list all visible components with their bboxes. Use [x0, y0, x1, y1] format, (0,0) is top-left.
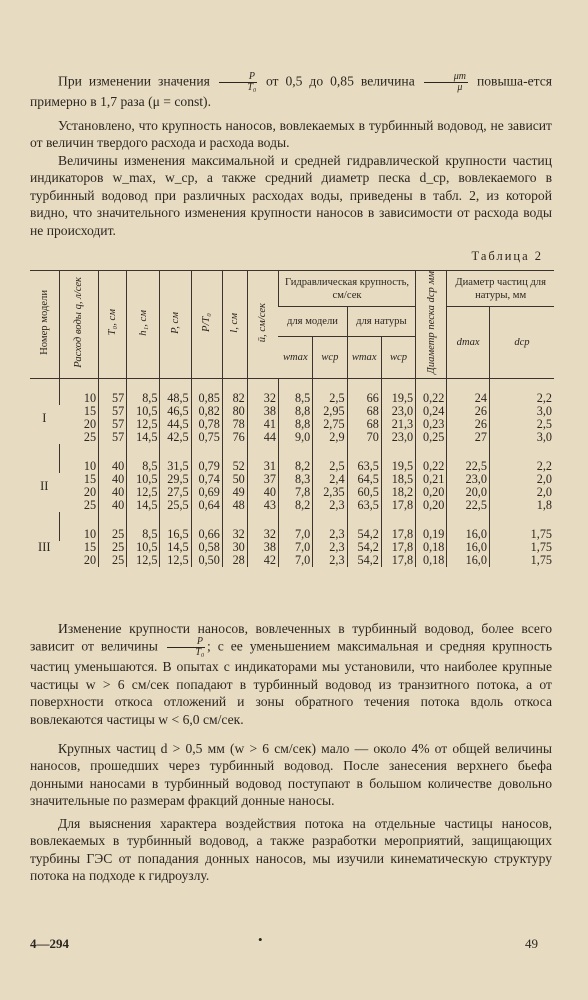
table-cell: 0,22 — [416, 392, 447, 405]
table-cell: 2,2 — [489, 460, 554, 473]
table-cell: 9,0 — [278, 431, 312, 444]
fraction-mu: $\frac{\mu т}{\mu}$ — [424, 72, 468, 93]
table-cell: 60,5 — [347, 486, 381, 499]
table-cell: 26 — [447, 405, 490, 418]
table-cell: 63,5 — [347, 499, 381, 512]
table-cell: 26 — [447, 418, 490, 431]
table-cell: 28 — [222, 554, 247, 567]
table-cell: 17,8 — [381, 554, 415, 567]
table-cell: 10,5 — [127, 405, 160, 418]
table-cell: 66 — [347, 392, 381, 405]
text: от 0,5 до 0,85 величина — [265, 73, 415, 89]
table-cell: 0,58 — [191, 541, 222, 554]
model-number: II — [40, 478, 49, 493]
table-cell: 10 — [59, 528, 99, 541]
table-cell: 57 — [99, 418, 127, 431]
table-cell: 8,2 — [278, 460, 312, 473]
table-cell: 16,0 — [447, 528, 490, 541]
table-cell: 2,75 — [313, 418, 347, 431]
table-cell: 7,0 — [278, 528, 312, 541]
table-cell: 2,0 — [489, 473, 554, 486]
header-wcp-nature: wср — [381, 336, 415, 378]
table-cell: 44 — [247, 431, 278, 444]
table-cell: 2,4 — [313, 473, 347, 486]
table-cell: 68 — [347, 418, 381, 431]
table-cell: 2,2 — [489, 392, 554, 405]
table-cell: 40 — [99, 473, 127, 486]
table-cell: 2,0 — [489, 486, 554, 499]
table-cell: 0,20 — [416, 486, 447, 499]
table-cell: 16,0 — [447, 541, 490, 554]
table-cell: 38 — [247, 541, 278, 554]
header-diam: Диаметр частиц для натуры, мм — [447, 271, 554, 307]
table-cell: 0,23 — [416, 418, 447, 431]
table-cell: 12,5 — [127, 486, 160, 499]
table-cell: 49 — [222, 486, 247, 499]
table-cell: 10 — [59, 460, 99, 473]
table-cell: 25 — [83, 498, 97, 513]
table-cell: 2,3 — [313, 528, 347, 541]
header-dmax: dmax — [447, 307, 490, 379]
table-cell: 22,5 — [447, 460, 490, 473]
table-cell: 10,5 — [127, 473, 160, 486]
table-cell: 0,75 — [191, 431, 222, 444]
table-cell: 0,64 — [191, 499, 222, 512]
table-cell: 20,0 — [447, 486, 490, 499]
table-cell: 25 — [99, 528, 127, 541]
table-cell: 12,5 — [127, 554, 160, 567]
table-cell: 18,2 — [381, 486, 415, 499]
fraction-p-t0: $\frac{P}{\text{T₀}}$ — [167, 637, 205, 658]
table-cell: 41 — [247, 418, 278, 431]
table-row — [30, 499, 554, 512]
table-cell: 0,19 — [416, 528, 447, 541]
table-cell: 14,5 — [127, 431, 160, 444]
table-row — [30, 431, 554, 444]
paragraph-1 — [30, 72, 552, 110]
table-cell: 18,5 — [381, 473, 415, 486]
table-cell: 0,50 — [191, 554, 222, 567]
header-q: Расход воды q, л/сек — [59, 271, 99, 379]
table-cell: 2,3 — [313, 541, 347, 554]
table-cell: 15 — [83, 404, 97, 419]
table-cell: 8,5 — [127, 528, 160, 541]
table-cell: 8,5 — [127, 460, 160, 473]
text: При изменении значения — [58, 73, 210, 89]
table-cell: 32 — [247, 528, 278, 541]
table-cell: 3,0 — [489, 431, 554, 444]
table-cell: 32 — [222, 528, 247, 541]
spacer-row — [30, 444, 554, 460]
table-caption: Таблица 2 — [471, 249, 543, 263]
table-cell: 14,5 — [160, 541, 191, 554]
paragraph-2: Установлено, что крупность наносов, вовлекаемых в турбинный водовод, не зависит от величин твердого расхода и расхода воды. — [30, 118, 552, 151]
table-cell: 2,9 — [313, 431, 347, 444]
table-cell: 63,5 — [347, 460, 381, 473]
table-cell: 8,3 — [278, 473, 312, 486]
table-cell: 57 — [99, 392, 127, 405]
table-cell: 50 — [222, 473, 247, 486]
spacer-row — [30, 378, 554, 392]
paragraph-3: Величины изменения максимальной и средней гидравлической крупности частиц индикаторов w_max, w_ср, а также средний диаметр песка d_ср, вовлекаемого в турбинный водовод при различных расходах воды, приведены в табл. 2, из которой видно, что значительного изменения крупности наносов в зависимости от расхода воды не происходит. — [30, 153, 552, 238]
header-u: ū, см/сек — [247, 271, 278, 379]
table-cell: 27 — [447, 431, 490, 444]
header-for-model: для модели — [278, 307, 347, 337]
table-cell: 57 — [99, 405, 127, 418]
table-cell: 40 — [247, 486, 278, 499]
table-cell: 17,8 — [381, 499, 415, 512]
paragraph-6: Для выяснения характера воздействия потока на отдельные частицы наносов, вовлекаемых в турбинный водовод, а также разработки мероприятий, защищающих турбины ГЭС от попадания донных наносов, мы изучили кинематическую структуру потока на подходе к гидроузлу. — [30, 816, 552, 884]
table-cell: 0,25 — [416, 431, 447, 444]
table-cell: 42,5 — [160, 431, 191, 444]
table-cell: 2,3 — [313, 499, 347, 512]
table-cell: 0,82 — [191, 405, 222, 418]
table-cell: 7,0 — [278, 554, 312, 567]
table-cell: 29,5 — [160, 473, 191, 486]
table-cell: 3,0 — [489, 405, 554, 418]
table-cell: 38 — [247, 405, 278, 418]
table-cell: 8,8 — [278, 418, 312, 431]
table-cell: 0,74 — [191, 473, 222, 486]
table-cell: 48 — [222, 499, 247, 512]
header-dsand: Диаметр песка dср мм — [416, 271, 447, 379]
table-cell: 25 — [83, 430, 97, 445]
table-cell: 54,2 — [347, 528, 381, 541]
header-pt0: P/T₀ — [191, 271, 222, 379]
table-cell: 23,0 — [447, 473, 490, 486]
table-cell: 8,2 — [278, 499, 312, 512]
table-cell: 2,35 — [313, 486, 347, 499]
table-cell: 1,75 — [489, 528, 554, 541]
header-dcp: dср — [489, 307, 554, 379]
table-cell: 12,5 — [127, 418, 160, 431]
table-cell: 52 — [222, 460, 247, 473]
paragraph-5: Крупных частиц d > 0,5 мм (w > 6 см/сек) мало — около 4% от общей величины наносов, прошедших через турбинный водовод. После занесения верхнего бьефа донными наносами в турбинный водовод поступают в большом количестве довольно значительные по размерам фракций донные наносы. — [30, 741, 552, 809]
table-cell: 15 — [83, 472, 97, 487]
table-cell: 27,5 — [160, 486, 191, 499]
table-cell: 20 — [83, 553, 97, 568]
table-cell: 25,5 — [160, 499, 191, 512]
table-cell: 0,18 — [416, 554, 447, 567]
header-wcp-model: wср — [313, 336, 347, 378]
center-mark: • — [258, 932, 263, 947]
table-cell: 2,95 — [313, 405, 347, 418]
table-cell: 2,5 — [313, 392, 347, 405]
table-cell: 19,5 — [381, 392, 415, 405]
table-cell: 25 — [99, 541, 127, 554]
table-cell: 22,5 — [447, 499, 490, 512]
model-number: III — [38, 540, 51, 555]
table-cell: 1,75 — [489, 554, 554, 567]
table-cell: 0,20 — [416, 499, 447, 512]
header-l: l, см — [222, 271, 247, 379]
header-t0: T₀, см — [99, 271, 127, 379]
table-cell: 40 — [99, 486, 127, 499]
table-cell: 1,75 — [489, 541, 554, 554]
table-cell: 14,5 — [127, 499, 160, 512]
model-number: I — [42, 410, 47, 425]
table-cell: 10,5 — [127, 541, 160, 554]
table-cell: 82 — [222, 392, 247, 405]
table-cell: 54,2 — [347, 541, 381, 554]
table-cell: 8,5 — [127, 392, 160, 405]
paragraph-4 — [30, 620, 552, 728]
table-cell: 43 — [247, 499, 278, 512]
header-hydraulic: Гидравлическая крупность, см/сек — [278, 271, 415, 307]
table-cell: 16,0 — [447, 554, 490, 567]
table-cell: 7,0 — [278, 541, 312, 554]
table-cell: 0,85 — [191, 392, 222, 405]
table-cell: 46,5 — [160, 405, 191, 418]
table-cell: 0,66 — [191, 528, 222, 541]
table-cell: 10 — [59, 392, 99, 405]
header-h1: h₁, см — [127, 271, 160, 379]
table-cell: 24 — [447, 392, 490, 405]
table-cell: 15 — [83, 540, 97, 555]
table-cell: 44,5 — [160, 418, 191, 431]
table-cell: 76 — [222, 431, 247, 444]
table-cell: 12,5 — [160, 554, 191, 567]
table-cell: 70 — [347, 431, 381, 444]
table-cell: 2,5 — [313, 460, 347, 473]
table-cell: 32 — [247, 392, 278, 405]
table-cell: 8,5 — [278, 392, 312, 405]
table-cell: 31 — [247, 460, 278, 473]
table-cell: 2,3 — [313, 554, 347, 567]
table-cell: 0,79 — [191, 460, 222, 473]
page-number: 49 — [525, 936, 538, 951]
table-row — [30, 554, 554, 567]
header-wmax-model: wmax — [278, 336, 312, 378]
table-cell: 23,0 — [381, 405, 415, 418]
text: повыша-ется примерно в 1,7 раза (μ = const). — [30, 73, 553, 109]
header-for-nature: для натуры — [347, 307, 416, 337]
table-cell: 17,8 — [381, 528, 415, 541]
header-p: P, см — [160, 271, 191, 379]
table-cell: 16,5 — [160, 528, 191, 541]
table-body — [30, 378, 554, 567]
table-cell: 0,69 — [191, 486, 222, 499]
table-cell: 68 — [347, 405, 381, 418]
table-cell: 40 — [99, 460, 127, 473]
table-cell: 80 — [222, 405, 247, 418]
table-cell: 0,78 — [191, 418, 222, 431]
table-cell: 0,22 — [416, 460, 447, 473]
table-cell: 37 — [247, 473, 278, 486]
text: Изменение крупности наносов, вовлеченных в турбинный водовод, более всего зависит от величины — [30, 621, 552, 655]
table-cell: 2,5 — [489, 418, 554, 431]
table-cell: 48,5 — [160, 392, 191, 405]
table-cell: 57 — [99, 431, 127, 444]
header-wmax-nature: wmax — [347, 336, 381, 378]
table-cell: 23,0 — [381, 431, 415, 444]
table-cell: 40 — [99, 499, 127, 512]
text: ; с ее уменьшением максимальная и средняя крупность частиц уменьшаются. В опытах с индикаторами мы установили, что наиболее крупные частицы w > 6 см/сек попадают в турбинный водовод из транзитного потока, а от поверхности откоса отложений и зоны обратного течения потока вдоль откоса вовлекаются частицы w < 6,0 см/сек. — [30, 639, 553, 727]
table-cell: 21,3 — [381, 418, 415, 431]
signature-mark: 4—294 — [30, 936, 69, 951]
table-cell: 7,8 — [278, 486, 312, 499]
table-cell: 30 — [222, 541, 247, 554]
table-cell: 42 — [247, 554, 278, 567]
table-cell: 20 — [83, 485, 97, 500]
header-model: Номер модели — [30, 271, 59, 379]
table-cell: 31,5 — [160, 460, 191, 473]
table-cell: 0,24 — [416, 405, 447, 418]
table-cell: 78 — [222, 418, 247, 431]
table-cell: 0,18 — [416, 541, 447, 554]
table-cell: 0,21 — [416, 473, 447, 486]
data-table — [30, 270, 554, 567]
table-cell: 8,8 — [278, 405, 312, 418]
spacer-row — [30, 512, 554, 528]
table-cell: 17,8 — [381, 541, 415, 554]
table-cell: 19,5 — [381, 460, 415, 473]
table-cell: 25 — [99, 554, 127, 567]
table-cell: 20 — [83, 417, 97, 432]
table-cell: 1,8 — [489, 499, 554, 512]
table-cell: 64,5 — [347, 473, 381, 486]
table-cell: 54,2 — [347, 554, 381, 567]
fraction-p-t0: $\frac{P}{\text{T₀}}$ — [219, 72, 257, 93]
